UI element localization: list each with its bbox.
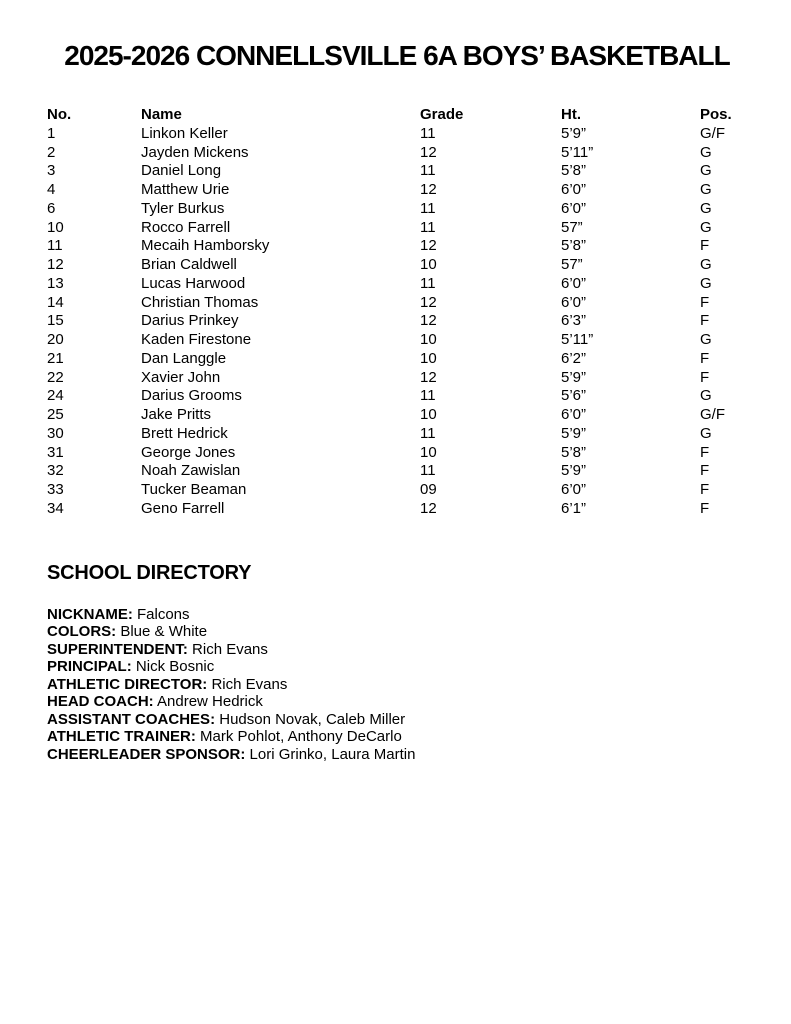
column-header-name: Name [141, 106, 182, 123]
player-name: Noah Zawislan [141, 462, 241, 480]
directory-entry-value: Rich Evans [211, 675, 288, 693]
player-height: 6’2” [561, 349, 587, 367]
directory-entry-label: SUPERINTENDENT: [47, 640, 188, 658]
roster-row [47, 406, 747, 425]
directory-entry-label: COLORS: [47, 623, 117, 640]
player-number: 2 [47, 143, 56, 161]
player-number: 15 [47, 312, 64, 330]
player-name: Geno Farrell [141, 499, 225, 517]
directory-entry-value: Lori Grinko, Laura Martin [249, 745, 416, 763]
player-grade: 12 [420, 368, 437, 386]
player-height: 57” [561, 218, 583, 236]
player-grade: 10 [420, 349, 437, 367]
directory-entry [47, 623, 747, 641]
player-height: 5’9” [561, 124, 587, 142]
directory-entry [47, 746, 747, 764]
player-grade: 12 [420, 181, 437, 198]
player-grade: 12 [420, 312, 437, 330]
column-header-grade: Grade [420, 106, 464, 123]
roster-row [47, 444, 747, 463]
player-grade: 12 [420, 293, 437, 311]
player-name: Rocco Farrell [141, 218, 231, 236]
player-position: G [700, 256, 712, 273]
roster-row [47, 481, 747, 500]
directory-entry-label: CHEERLEADER SPONSOR: [47, 745, 246, 763]
directory-entry [47, 711, 747, 729]
player-name: Jake Pritts [141, 406, 212, 423]
player-position: F [700, 481, 710, 498]
player-height: 6’0” [561, 199, 587, 217]
player-number: 34 [47, 499, 64, 517]
player-name: Tyler Burkus [141, 199, 225, 217]
player-position: G [700, 387, 712, 405]
player-number: 24 [47, 387, 64, 405]
player-name: Lucas Harwood [141, 274, 246, 292]
player-grade: 11 [420, 162, 436, 180]
player-position: G [700, 274, 712, 292]
player-position: G [700, 162, 712, 180]
roster-row [47, 331, 747, 350]
player-height: 5’8” [561, 237, 587, 255]
player-name: Linkon Keller [141, 124, 228, 142]
player-position: G/F [700, 406, 725, 423]
player-name: Brett Hedrick [141, 424, 228, 442]
directory-entry [47, 693, 747, 711]
roster-row [47, 275, 747, 294]
player-height: 6’3” [561, 312, 587, 330]
player-number: 30 [47, 424, 64, 442]
directory-entry-label: PRINCIPAL: [47, 658, 132, 675]
player-name: Darius Grooms [141, 387, 242, 405]
player-position: F [700, 237, 710, 255]
player-height: 6’0” [561, 293, 587, 311]
player-height: 6’0” [561, 406, 587, 423]
player-number: 1 [47, 124, 56, 142]
directory-entry-label: ATHLETIC TRAINER: [47, 728, 196, 745]
player-grade: 12 [420, 143, 437, 161]
roster-row [47, 312, 747, 331]
player-name: Dan Langgle [141, 349, 227, 367]
directory-entry [47, 658, 747, 676]
player-number: 20 [47, 331, 64, 348]
roster-row [47, 200, 747, 219]
player-position: F [700, 293, 710, 311]
roster-row [47, 369, 747, 388]
directory-entry-value: Blue & White [120, 623, 208, 640]
player-height: 5’9” [561, 368, 587, 386]
player-name: Matthew Urie [141, 181, 230, 198]
player-height: 5’8” [561, 162, 587, 180]
column-header-pos: Pos. [700, 106, 732, 123]
player-name: Jayden Mickens [141, 143, 249, 161]
player-name: Xavier John [141, 368, 221, 386]
player-height: 6’0” [561, 481, 587, 498]
player-height: 5’9” [561, 462, 587, 480]
directory-entry-value: Nick Bosnic [135, 658, 215, 675]
directory-list [47, 606, 747, 764]
directory-entry-value: Andrew Hedrick [157, 693, 263, 710]
player-name: Brian Caldwell [141, 256, 237, 273]
directory-entry-value: Rich Evans [192, 640, 268, 658]
player-name: Mecaih Hamborsky [141, 237, 270, 255]
player-name: Kaden Firestone [141, 331, 252, 348]
directory-entry-label: NICKNAME: [47, 605, 133, 623]
player-number: 6 [47, 199, 56, 217]
directory-entry [47, 728, 747, 746]
player-grade: 12 [420, 499, 437, 517]
player-grade: 11 [420, 424, 436, 442]
player-grade: 12 [420, 237, 437, 255]
player-grade: 10 [420, 443, 437, 461]
directory-entry [47, 676, 747, 694]
roster-row [47, 500, 747, 519]
player-number: 10 [47, 218, 64, 236]
player-position: F [700, 312, 710, 330]
player-name: Tucker Beaman [141, 481, 247, 498]
roster-row [47, 256, 747, 275]
player-height: 6’1” [561, 499, 587, 517]
player-grade: 10 [420, 331, 437, 348]
roster-row [47, 294, 747, 313]
roster-row [47, 219, 747, 238]
roster-row [47, 237, 747, 256]
player-number: 13 [47, 274, 64, 292]
directory-heading: SCHOOL DIRECTORY [47, 561, 252, 584]
directory-entry-label: ASSISTANT COACHES: [47, 710, 216, 728]
player-position: F [700, 462, 710, 480]
directory-entry [47, 606, 747, 624]
player-grade: 11 [420, 218, 436, 236]
player-position: F [700, 349, 710, 367]
player-number: 32 [47, 462, 64, 480]
directory-entry-value: Mark Pohlot, Anthony DeCarlo [200, 728, 402, 745]
player-position: G [700, 143, 712, 161]
player-position: G/F [700, 124, 725, 142]
player-number: 21 [47, 349, 64, 367]
player-position: F [700, 499, 710, 517]
roster-body [47, 125, 747, 519]
player-height: 5’11” [561, 143, 594, 161]
player-name: Christian Thomas [141, 293, 259, 311]
player-height: 5’6” [561, 387, 587, 405]
player-number: 14 [47, 293, 64, 311]
player-number: 4 [47, 181, 56, 198]
player-position: G [700, 424, 712, 442]
roster-row [47, 181, 747, 200]
player-grade: 11 [420, 274, 436, 292]
player-height: 5’9” [561, 424, 587, 442]
player-height: 5’11” [561, 331, 594, 348]
player-grade: 10 [420, 256, 437, 273]
roster-table [47, 106, 747, 519]
player-grade: 11 [420, 462, 436, 480]
player-name: Darius Prinkey [141, 312, 239, 330]
player-grade: 11 [420, 199, 436, 217]
roster-row [47, 125, 747, 144]
roster-row [47, 387, 747, 406]
player-grade: 10 [420, 406, 437, 423]
player-height: 6’0” [561, 274, 587, 292]
directory-entry-value: Hudson Novak, Caleb Miller [219, 710, 406, 728]
player-name: Daniel Long [141, 162, 222, 180]
player-position: G [700, 331, 712, 348]
directory-entry-label: ATHLETIC DIRECTOR: [47, 675, 208, 693]
roster-row [47, 162, 747, 181]
roster-header-row [47, 106, 747, 125]
player-position: G [700, 218, 712, 236]
player-number: 3 [47, 162, 56, 180]
page-title: 2025-2026 CONNELLSVILLE 6A BOYS’ BASKETBALL [64, 40, 730, 71]
player-number: 22 [47, 368, 64, 386]
column-header-no: No. [47, 106, 72, 123]
directory-entry [47, 641, 747, 659]
player-grade: 11 [420, 124, 436, 142]
player-name: George Jones [141, 443, 236, 461]
player-height: 57” [561, 256, 583, 273]
roster-row [47, 462, 747, 481]
roster-row [47, 425, 747, 444]
player-number: 33 [47, 481, 64, 498]
player-position: F [700, 368, 710, 386]
player-position: G [700, 181, 712, 198]
player-position: G [700, 199, 712, 217]
directory-entry-label: HEAD COACH: [47, 693, 154, 710]
player-height: 6’0” [561, 181, 587, 198]
column-header-ht: Ht. [561, 106, 581, 123]
player-position: F [700, 443, 710, 461]
player-number: 25 [47, 406, 64, 423]
roster-row [47, 144, 747, 163]
player-number: 12 [47, 256, 64, 273]
directory-entry-value: Falcons [137, 605, 190, 623]
roster-row [47, 350, 747, 369]
player-number: 31 [47, 443, 64, 461]
player-number: 11 [47, 237, 63, 255]
player-grade: 09 [420, 481, 437, 498]
player-height: 5’8” [561, 443, 587, 461]
player-grade: 11 [420, 387, 436, 405]
